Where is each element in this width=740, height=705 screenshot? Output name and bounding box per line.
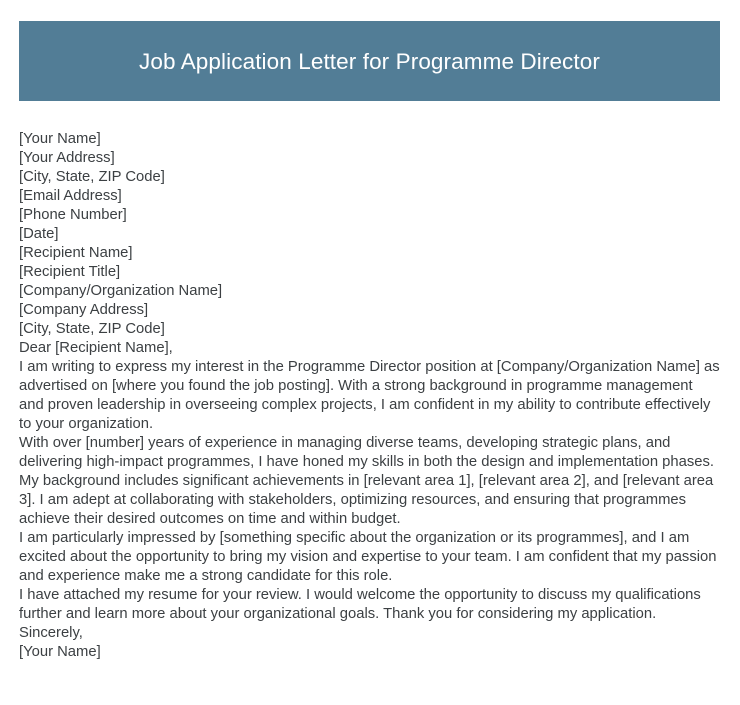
letter-line: [Phone Number] (19, 207, 127, 223)
letter-paragraph: I am writing to express my interest in the Programme Director position at [Company/Organization Name] as advertised on [where you found the job posting]. With a strong background in programme management and proven leadership in overseeing complex projects, I am confident in my ability to contribute effectively to your organization. (19, 359, 720, 432)
page-title: Job Application Letter for Programme Director (139, 48, 600, 74)
letter-line: [City, State, ZIP Code] (19, 321, 165, 337)
letter-paragraph: I am particularly impressed by [something specific about the organization or its programmes], and I am excited about the opportunity to bring my vision and expertise to your team. I am confident that my passion and experience make me a strong candidate for this role. (19, 530, 717, 584)
letter-line: Sincerely, (19, 625, 83, 641)
letter-line: [Email Address] (19, 188, 122, 204)
letter-line: [City, State, ZIP Code] (19, 169, 165, 185)
letter-line: [Recipient Name] (19, 245, 133, 261)
letter-line: [Recipient Title] (19, 264, 121, 280)
letter-line: Dear [Recipient Name], (19, 340, 173, 356)
letter-line: [Your Name] (19, 644, 101, 660)
letter-line: [Company/Organization Name] (19, 283, 223, 299)
letter-line: [Date] (19, 226, 59, 242)
letter-paragraph: I have attached my resume for your review. I would welcome the opportunity to discuss my qualifications further and learn more about your organizational goals. Thank you for considering my application. (19, 587, 701, 622)
letter-line: [Company Address] (19, 302, 149, 318)
document-header-banner (19, 21, 720, 101)
letter-line: [Your Address] (19, 150, 115, 166)
letter-line: [Your Name] (19, 131, 101, 147)
letter-paragraph: With over [number] years of experience in managing diverse teams, developing strategic plans, and delivering high-impact programmes, I have honed my skills in both the design and implementation phases. My background includes significant achievements in [relevant area 1], [relevant area 2], and [relevant area 3]. I am adept at collaborating with stakeholders, optimizing resources, and ensuring that programmes achieve their desired outcomes on time and within budget. (19, 435, 715, 527)
letter-body (19, 130, 720, 662)
